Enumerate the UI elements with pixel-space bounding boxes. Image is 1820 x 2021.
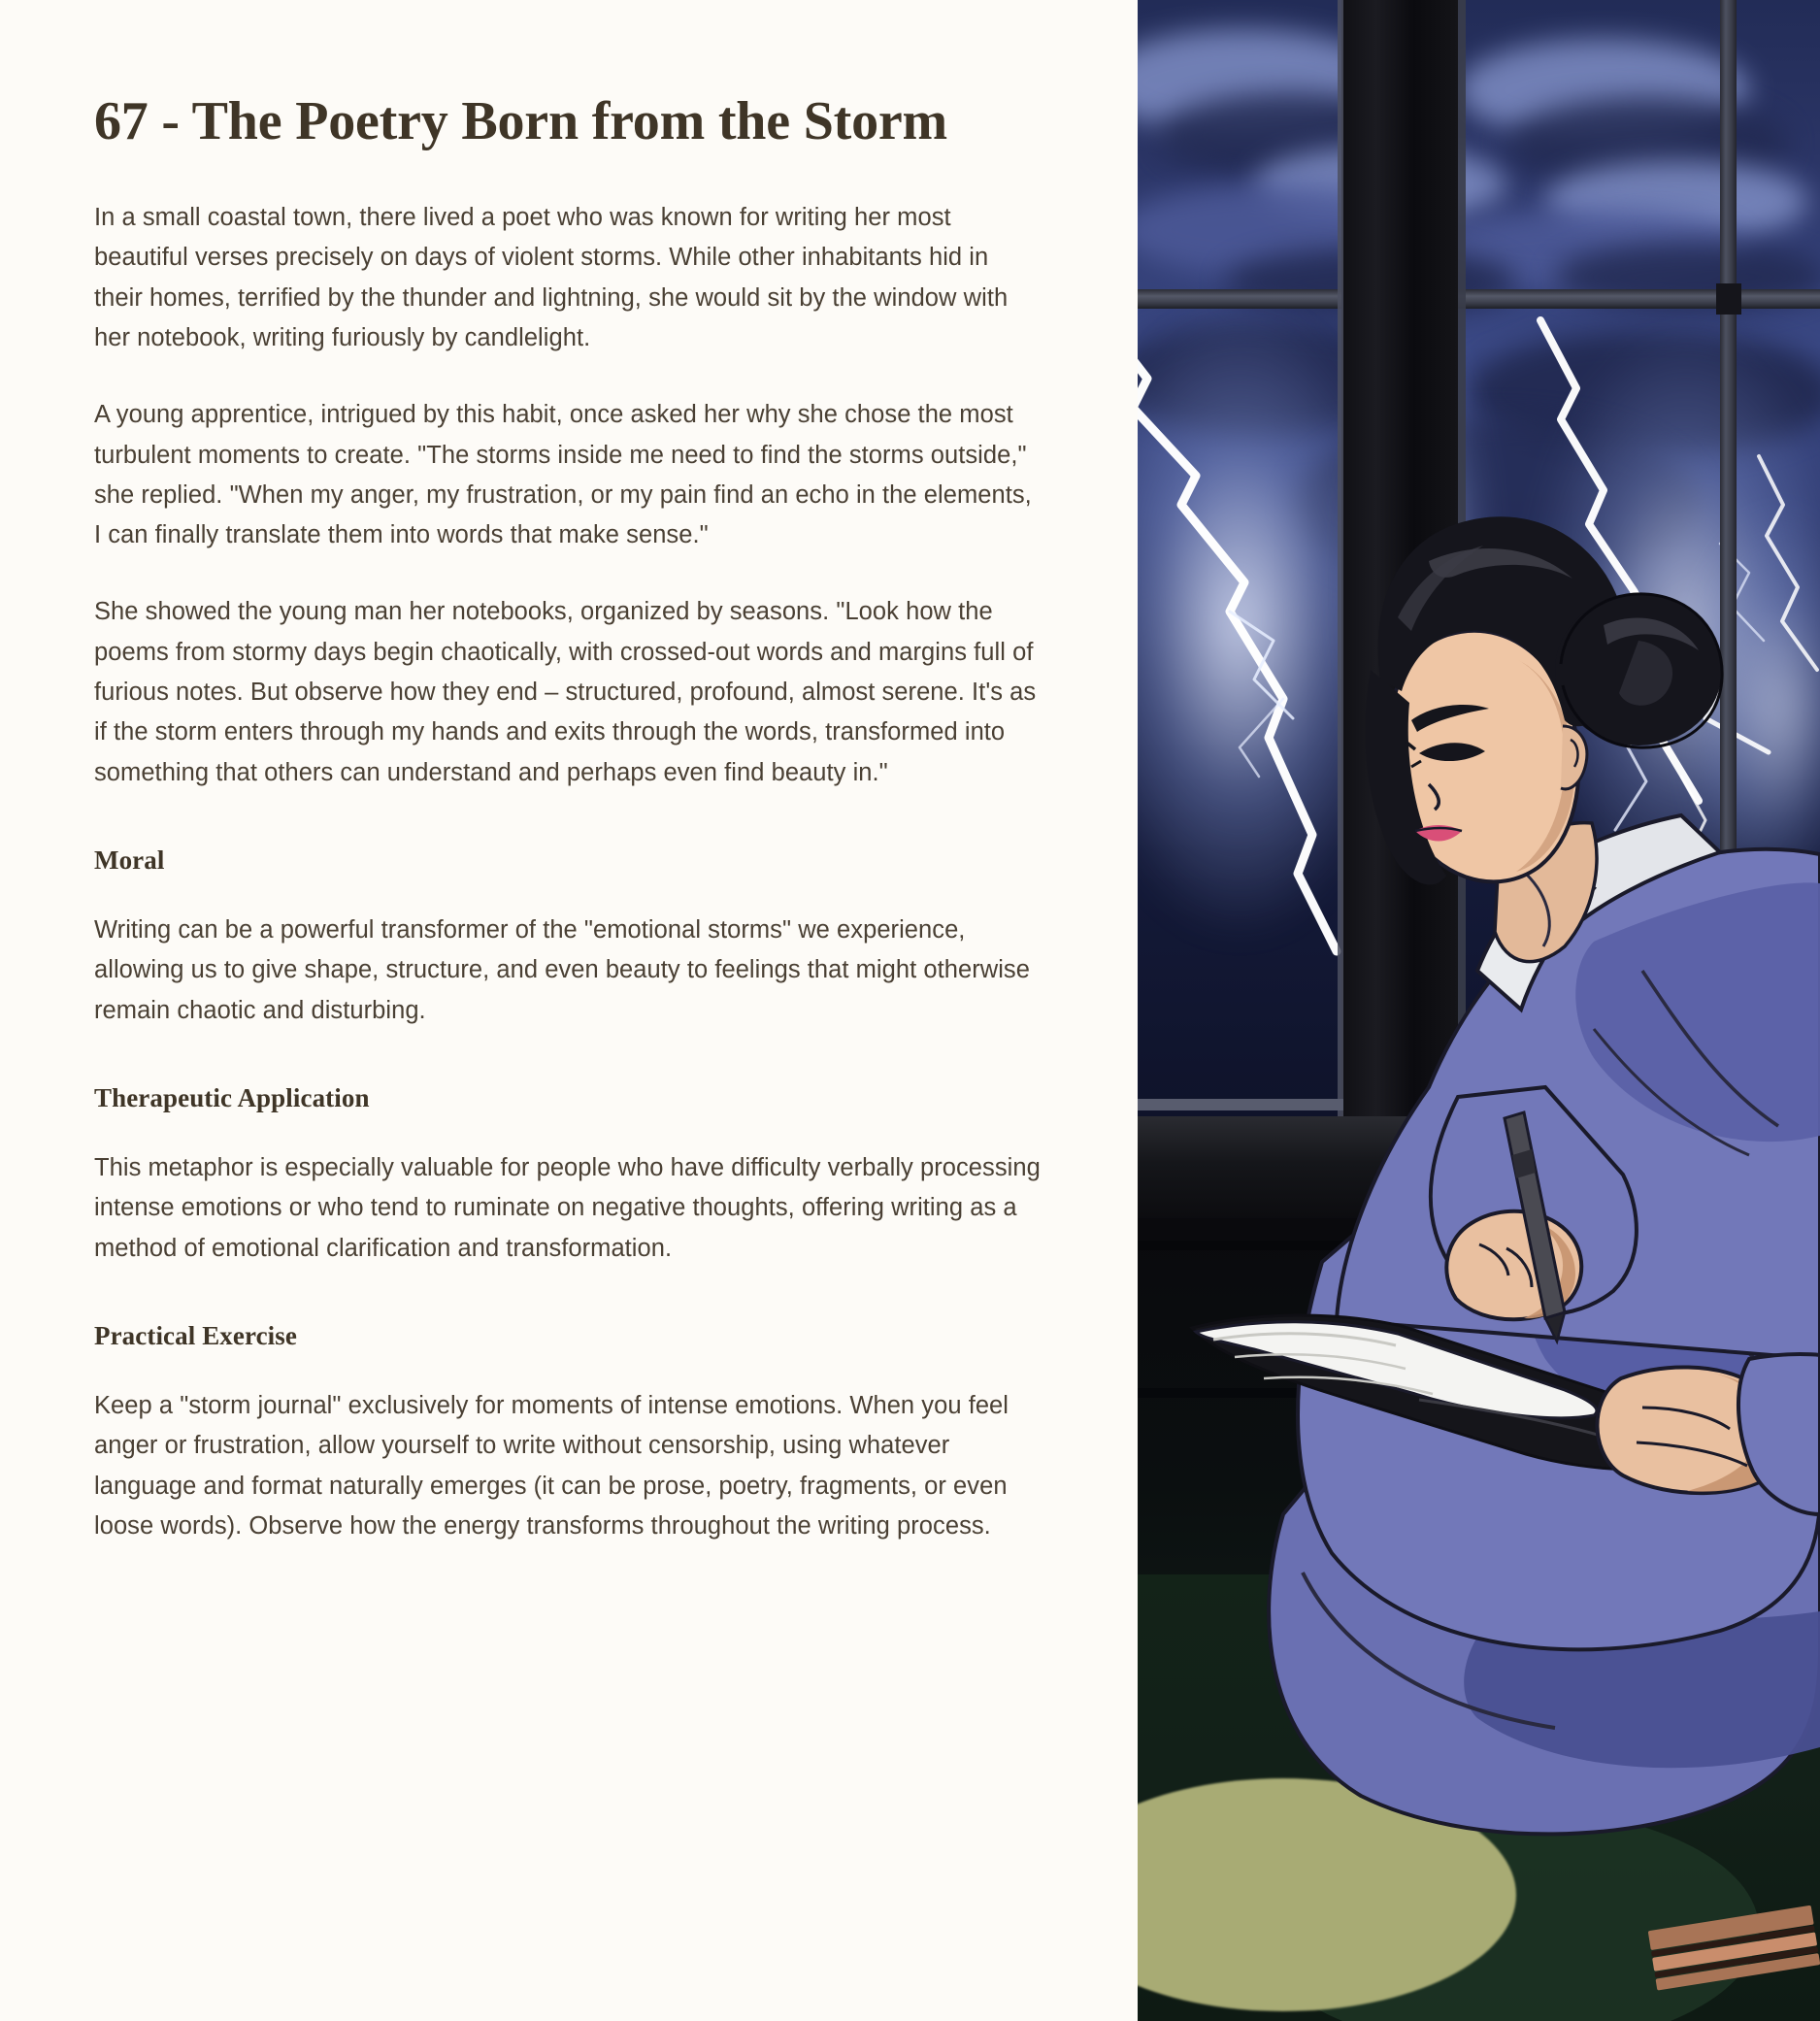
section-heading-practical-exercise: Practical Exercise bbox=[94, 1320, 297, 1350]
woman-writing-figure bbox=[1138, 0, 1820, 2021]
paragraph-3: She showed the young man her notebooks, organized by seasons. "Look how the poems from stormy days begin chaotically, with crossed-out words and margins full of furious notes. But observe how they end – structured, profound, almost serene. It's as if the storm enters through my hands and exits through the words, transformed into something that others can understand and perhaps even find beauty in." bbox=[94, 598, 1037, 786]
paragraph-2: A young apprentice, intrigued by this habit, once asked her why she chose the most turbulent moments to create. "The storms inside me need to find the storms outside," she replied. "When my anger, my frustration, or my pain find an echo in the elements, I can finally translate them into words that make sense." bbox=[94, 401, 1032, 549]
section-heading-therapeutic-application: Therapeutic Application bbox=[94, 1082, 370, 1112]
section-body-moral: Writing can be a powerful transformer of the "emotional storms" we experience, allowing us to give shape, structure, and even beauty to feelings that might otherwise remain chaotic and disturbing. bbox=[94, 916, 1030, 1024]
section-heading-moral: Moral bbox=[94, 845, 165, 875]
ear bbox=[1561, 726, 1587, 789]
page-title: 67 - The Poetry Born from the Storm bbox=[94, 91, 947, 151]
section-body-therapeutic-application: This metaphor is especially valuable for people who have difficulty verbally processing intense emotions or who tend to ruminate on negative thoughts, offering writing as a method of emotional clarification and transformation. bbox=[94, 1154, 1041, 1262]
section-body-practical-exercise: Keep a "storm journal" exclusively for moments of intense emotions. When you feel anger or frustration, allow yourself to write without censorship, using whatever language and format naturally emerges (it can be prose, poetry, fragments, or even loose words). Observe how the energy transforms throughout the writing process. bbox=[94, 1392, 1009, 1540]
paragraph-1: In a small coastal town, there lived a poet who was known for writing her most beautiful verses precisely on days of violent storms. While other inhabitants hid in their homes, terrified by the thunder and lightning, she would sit by the window with her notebook, writing furiously by candlelight. bbox=[94, 204, 1009, 351]
storm-window-illustration bbox=[1138, 0, 1820, 2021]
